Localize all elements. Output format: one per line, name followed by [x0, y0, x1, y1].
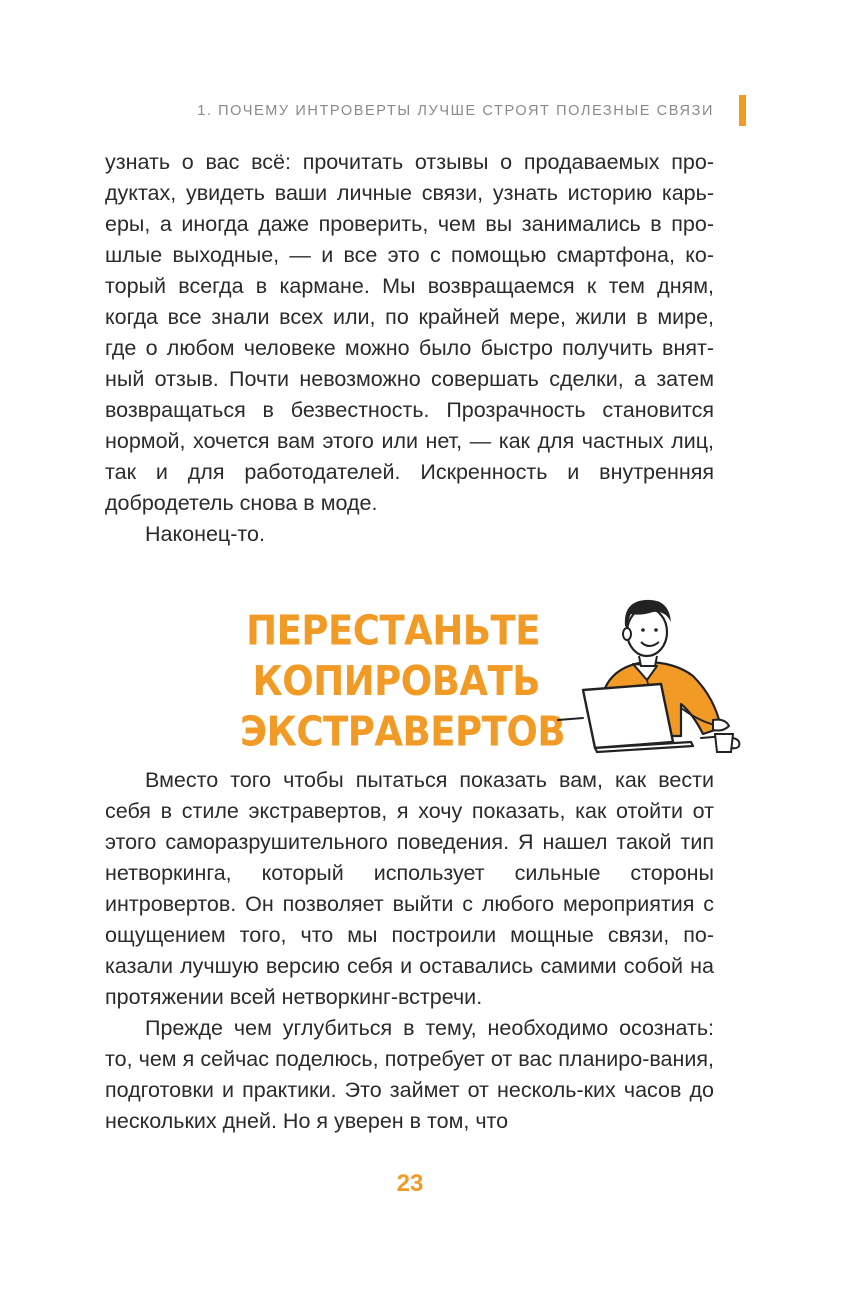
header-accent-bar: [739, 95, 746, 126]
heading-line: ЭКСТРАВЕРТОВ: [240, 708, 566, 756]
text-block-bottom: [105, 765, 714, 1137]
person-at-laptop-illustration: [553, 596, 743, 756]
paragraph: Наконец-то.: [145, 522, 265, 546]
paragraph: Прежде чем углубиться в тему, необходимо осознать: то, чем я сейчас поделюсь, потребует от вас планиро-вания, подготовки и практики. Это займет от несколь-ких часов до нескольких дней. Но я уверен в том, что: [105, 1016, 714, 1133]
section-heading: [240, 606, 566, 758]
heading-line: КОПИРОВАТЬ: [252, 657, 540, 705]
text-block-top: [105, 147, 714, 550]
paragraph: Вместо того чтобы пытаться показать вам, как вести себя в стиле экстравертов, я хочу показать, как отойти от этого саморазрушительного поведения. Я нашел такой тип нетворкинга, который использует сильные стороны интровертов. Он позволяет выйти с любого мероприятия с ощущением того, что мы построили мощные связи, по-казали лучшую версию себя и оставались самими собой на протяжении всей нетворкинг-встречи.: [105, 768, 714, 1009]
paragraph: узнать о вас всё: прочитать отзывы о продаваемых про-дуктах, увидеть ваши личные связи, узнать историю карь-еры, а иногда даже проверить, чем вы занимались в про-шлые выходные, — и все это с помощью смартфона, ко-торый всегда в кармане. Мы возвращаемся к тем дням, когда все знали всех или, по крайней мере, жили в мире, где о любом человеке можно было быстро получить внят-ный отзыв. Почти невозможно совершать сделки, а затем возвращаться в безвестность. Прозрачность становится нормой, хочется вам этого или нет, — как для частных лиц, так и для работодателей. Искренность и внутренняя добродетель снова в моде.: [105, 150, 714, 515]
running-header: 1. ПОЧЕМУ ИНТРОВЕРТЫ ЛУЧШЕ СТРОЯТ ПОЛЕЗНЫЕ СВЯЗИ: [197, 103, 714, 119]
heading-line: ПЕРЕСТАНЬТЕ: [246, 607, 540, 655]
page-number: 23: [396, 1170, 424, 1197]
